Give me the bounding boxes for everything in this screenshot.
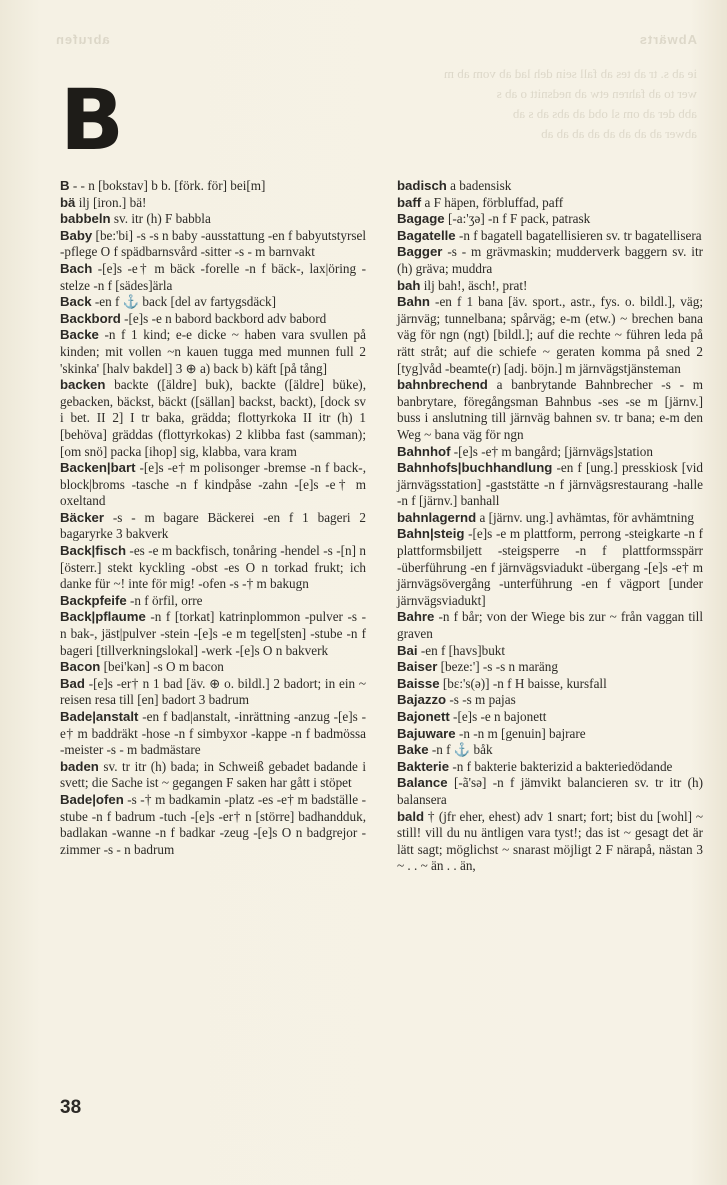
headword: Back|pflaume bbox=[60, 609, 146, 625]
entry-bahnlagernd: bahnlagernd a [järnv. ung.] avhämtas, för avhämtning bbox=[397, 509, 694, 525]
headword: Bach bbox=[60, 260, 93, 276]
headword: Bagage bbox=[397, 211, 445, 227]
headword: Balance bbox=[397, 775, 448, 791]
entry-back: Back -en f ⚓ back [del av fartygsdäck] bbox=[60, 294, 277, 310]
headword: baden bbox=[60, 758, 99, 774]
headword: Bacon bbox=[60, 659, 101, 675]
entry-badeofen: Bade|ofen -s -† m badkamin -platz -es -e† m badställe -stube -n f badrum -tuch -[e]s -er† n [större] badhandduk, badlakan -wanne -n f badkar -zeug -[e]s O n badgrejor -zimmer -s - n badrum bbox=[60, 791, 366, 857]
headword: Bagatelle bbox=[397, 227, 456, 243]
entry-bahnbrechend: bahnbrechend a banbrytande Bahnbrecher -s - m banbrytare, föregångsman Bahnbus -ses -se m [järnv.] buss i anslutning till järnväg bahnen sv. tr bana; e-m den Weg ~ bana väg för ngn bbox=[397, 377, 703, 442]
headword: Bajonett bbox=[397, 709, 450, 724]
headword: Bad bbox=[60, 675, 85, 691]
entry-backpfeife: Backpfeife -n f örfil, orre bbox=[60, 592, 203, 608]
headword: bahnbrechend bbox=[397, 377, 488, 393]
headword: bahnlagernd bbox=[397, 509, 477, 525]
entry-baisse: Baisse [bɛ:'s(ə)] -n f H baisse, kursfall bbox=[397, 675, 607, 691]
entry-baby: Baby [be:'bi] -s -s n baby -ausstattung -en f babyutstyrsel -pflege O f spädbarnsvård -sitter -s - m barnvakt bbox=[60, 227, 367, 260]
entry-bah: bah ilj bah!, äsch!, prat! bbox=[397, 277, 528, 293]
headword: Bäcker bbox=[60, 509, 104, 525]
headword: Backe bbox=[60, 327, 99, 343]
entry-bahnhofsbuchhandlung: Bahnhofs|buchhandlung -en f [ung.] presskiosk [vid järnvägsstation] -gaststätte -n f järnvägsrestaurang -halle -n f [järnv.] banhall bbox=[397, 460, 703, 509]
entry-backfisch: Back|fisch -es -e m backfisch, tonåring -hendel -s -[n] n [österr.] stekt kyckling -obst -es O n torkad frukt; ich danke für ~! inte för mig! -ofen -s -† m bakugn bbox=[60, 543, 366, 592]
entry-baden: baden sv. tr itr (h) bada; in Schweiß gebadet badande i svett; die Sache ist ~ gegangen F saken har gått i stöpet bbox=[60, 758, 366, 791]
headword: bah bbox=[397, 277, 421, 293]
entry-badeanstalt: Bade|anstalt -en f bad|anstalt, -inrättning -anzug -[e]s -e† m baddräkt -hose -n f simbyxor -kappe -n f badmössa -meister -s - m badmästare bbox=[60, 709, 366, 758]
entry-bai: Bai -en f [havs]bukt bbox=[397, 642, 506, 658]
headword: Bahnhofs|buchhandlung bbox=[397, 460, 553, 476]
headword: Back|fisch bbox=[60, 543, 126, 559]
headword: badisch bbox=[397, 178, 447, 193]
headword: Bajuware bbox=[397, 725, 456, 741]
left-column bbox=[60, 178, 366, 858]
entry-bagage: Bagage [-a:'ʒə] -n f F pack, patrask bbox=[397, 211, 591, 227]
entry-bacon: Bacon [bei'kən] -s O m bacon bbox=[60, 659, 224, 675]
headword: bä bbox=[60, 194, 76, 210]
headword: Back bbox=[60, 294, 92, 310]
entry-balance: Balance [-ã'sə] -n f jämvikt balancieren sv. tr itr (h) balansera bbox=[397, 775, 703, 807]
headword: babbeln bbox=[60, 211, 111, 227]
entry-ba: bä ilj [iron.] bä! bbox=[60, 194, 147, 210]
headword: Backpfeife bbox=[60, 592, 127, 608]
entry-bajuware: Bajuware -n -n m [genuin] bajrare bbox=[397, 725, 586, 741]
entry-badisch: badisch a badensisk bbox=[397, 178, 512, 193]
entry-bagger: Bagger -s - m grävmaskin; mudderverk baggern sv. itr (h) gräva; muddra bbox=[397, 244, 703, 276]
entry-bajazzo: Bajazzo -s -s m pajas bbox=[397, 692, 516, 708]
entry-bahnhof: Bahnhof -[e]s -e† m bangård; [järnvägs]station bbox=[397, 443, 653, 459]
entry-backpflaume: Back|pflaume -n f [torkat] katrinplommon -pulver -s - n bak-, jäst|pulver -stein -[e]s -e m tegel[sten] -stube -n f bageri [tillverkningslokal] -werk -[e]s O n bakverk bbox=[60, 609, 366, 658]
headword: Bai bbox=[397, 642, 418, 658]
entry-bahnsteig: Bahn|steig -[e]s -e m plattform, perrong -steigkarte -n f plattformsbiljett -steigsperre -n f plattformsspärr -überführung -en f järnvägsviadukt -übergang -[e]s -e† m järnvägsövergång -unterführung -en f vägport [under järnvägsviadukt] bbox=[397, 526, 703, 608]
headword: Bajazzo bbox=[397, 692, 447, 708]
headword: Bahn|steig bbox=[397, 526, 465, 542]
headword: Bakterie bbox=[397, 758, 450, 774]
entry-bake: Bake -n f ⚓ båk bbox=[397, 742, 493, 758]
headword: baff bbox=[397, 194, 422, 210]
headword: Bade|anstalt bbox=[60, 709, 139, 724]
bleed-through-text: Abwärts abrufen ie ab s. tr ab tes ab fall sein deh lad ab vom ab m wer to ab fahren etw ab nedsnitt o ab s abb der ab om sl obd ab abs ab s ab abwer ab ab ab ab ab ab ab ab bbox=[55, 32, 697, 141]
entry-bajonett: Bajonett -[e]s -e n bajonett bbox=[397, 709, 547, 724]
entry-baecker: Bäcker -s - m bagare Bäckerei -en f 1 bageri 2 bagaryrke 3 bakverk bbox=[60, 509, 366, 542]
headword: Backbord bbox=[60, 310, 121, 326]
entry-bakterie: Bakterie -n f bakterie bakterizid a bakteriedödande bbox=[397, 758, 673, 774]
headword: Baisse bbox=[397, 675, 440, 691]
entry-backen: backen backte ([äldre] buk), backte ([äldre] büke), gebacken, bäckst, bäckt ([sällan] backst, backt), [dock sv i bet. II 2] I tr baka, grädda; flottyrkoka II itr (h) 1 [behöva] gräddas (flottyrkokas) 2 klibba fast (samman); [om snö] packa [ihop] sig, klabba, vara kram bbox=[60, 377, 366, 459]
entry-bahre: Bahre -n f bår; von der Wiege bis zur ~ från vaggan till graven bbox=[397, 609, 703, 642]
entry-bad: Bad -[e]s -er† n 1 bad [äv. ⊕ o. bildl.] 2 badort; in ein ~ reisen resa till [en] badort 3 badrum bbox=[60, 675, 366, 708]
page-number: 38 bbox=[60, 1097, 82, 1118]
entry-bahn: Bahn -en f 1 bana [äv. sport., astr., fys. o. bildl.], väg; järnväg; tunnelbana; spårväg; e-m (etw.) ~ brechen bana väg för ngn (ngt) [bildl.]; auf die rechte ~ führen leda på rätt stråt; auf die schiefe ~ geraten komma på sned 2 [tyg]våd -beamte(r) [adj. böjn.] m järnvägstjänsteman bbox=[397, 294, 703, 376]
entry-baiser: Baiser [beze:'] -s -s n maräng bbox=[397, 659, 558, 675]
entry-backenbart: Backen|bart -[e]s -e† m polisonger -bremse -n f back-, block|broms -tasche -n f kindpåse -zahn -[e]s -e† m oxeltand bbox=[60, 460, 366, 509]
entry-bach: Bach -[e]s -e† m bäck -forelle -n f bäck-, lax|öring -stelze -n f [sädes]ärla bbox=[60, 260, 366, 293]
headword: Baiser bbox=[397, 659, 438, 675]
entry-backe: Backe -n f 1 kind; e-e dicke ~ haben vara svullen på kinden; mit vollen ~n kauen tugga med munnen full 2 'skinka' [halv bakdel] 3 ⊕ a) back b) käft [på tång] bbox=[60, 327, 366, 376]
headword: backen bbox=[60, 377, 106, 393]
section-letter: B bbox=[60, 71, 125, 169]
headword: Bagger bbox=[397, 244, 443, 260]
entry-backbord: Backbord -[e]s -e n babord backbord adv babord bbox=[60, 310, 327, 326]
entry-baff: baff a F häpen, förbluffad, paff bbox=[397, 194, 564, 210]
entry-bagatelle: Bagatelle -n f bagatell bagatellisieren sv. tr bagatellisera bbox=[397, 227, 702, 243]
headword: Baby bbox=[60, 227, 93, 243]
headword: Bahnhof bbox=[397, 443, 451, 459]
headword: bald bbox=[397, 808, 425, 824]
headword: Bahn bbox=[397, 294, 430, 310]
headword: Backen|bart bbox=[60, 460, 136, 476]
right-column bbox=[397, 178, 703, 875]
entry-babbeln: babbeln sv. itr (h) F babbla bbox=[60, 211, 211, 227]
headword: Bahre bbox=[397, 609, 435, 625]
headword: Bake bbox=[397, 742, 429, 758]
entry-B: B - - n [bokstav] b b. [förk. för] bei[m] bbox=[60, 178, 266, 193]
entry-bald: bald † (jfr eher, ehest) adv 1 snart; fort; bist du [wohl] ~ still! vill du nu äntligen vara tyst!; das ist ~ gesagt det är lätt sagt; möglichst ~ snarast möjligt 2 F närapå, nästan 3 ~ . . ~ än . . än, bbox=[397, 808, 703, 874]
headword: Bade|ofen bbox=[60, 791, 124, 807]
